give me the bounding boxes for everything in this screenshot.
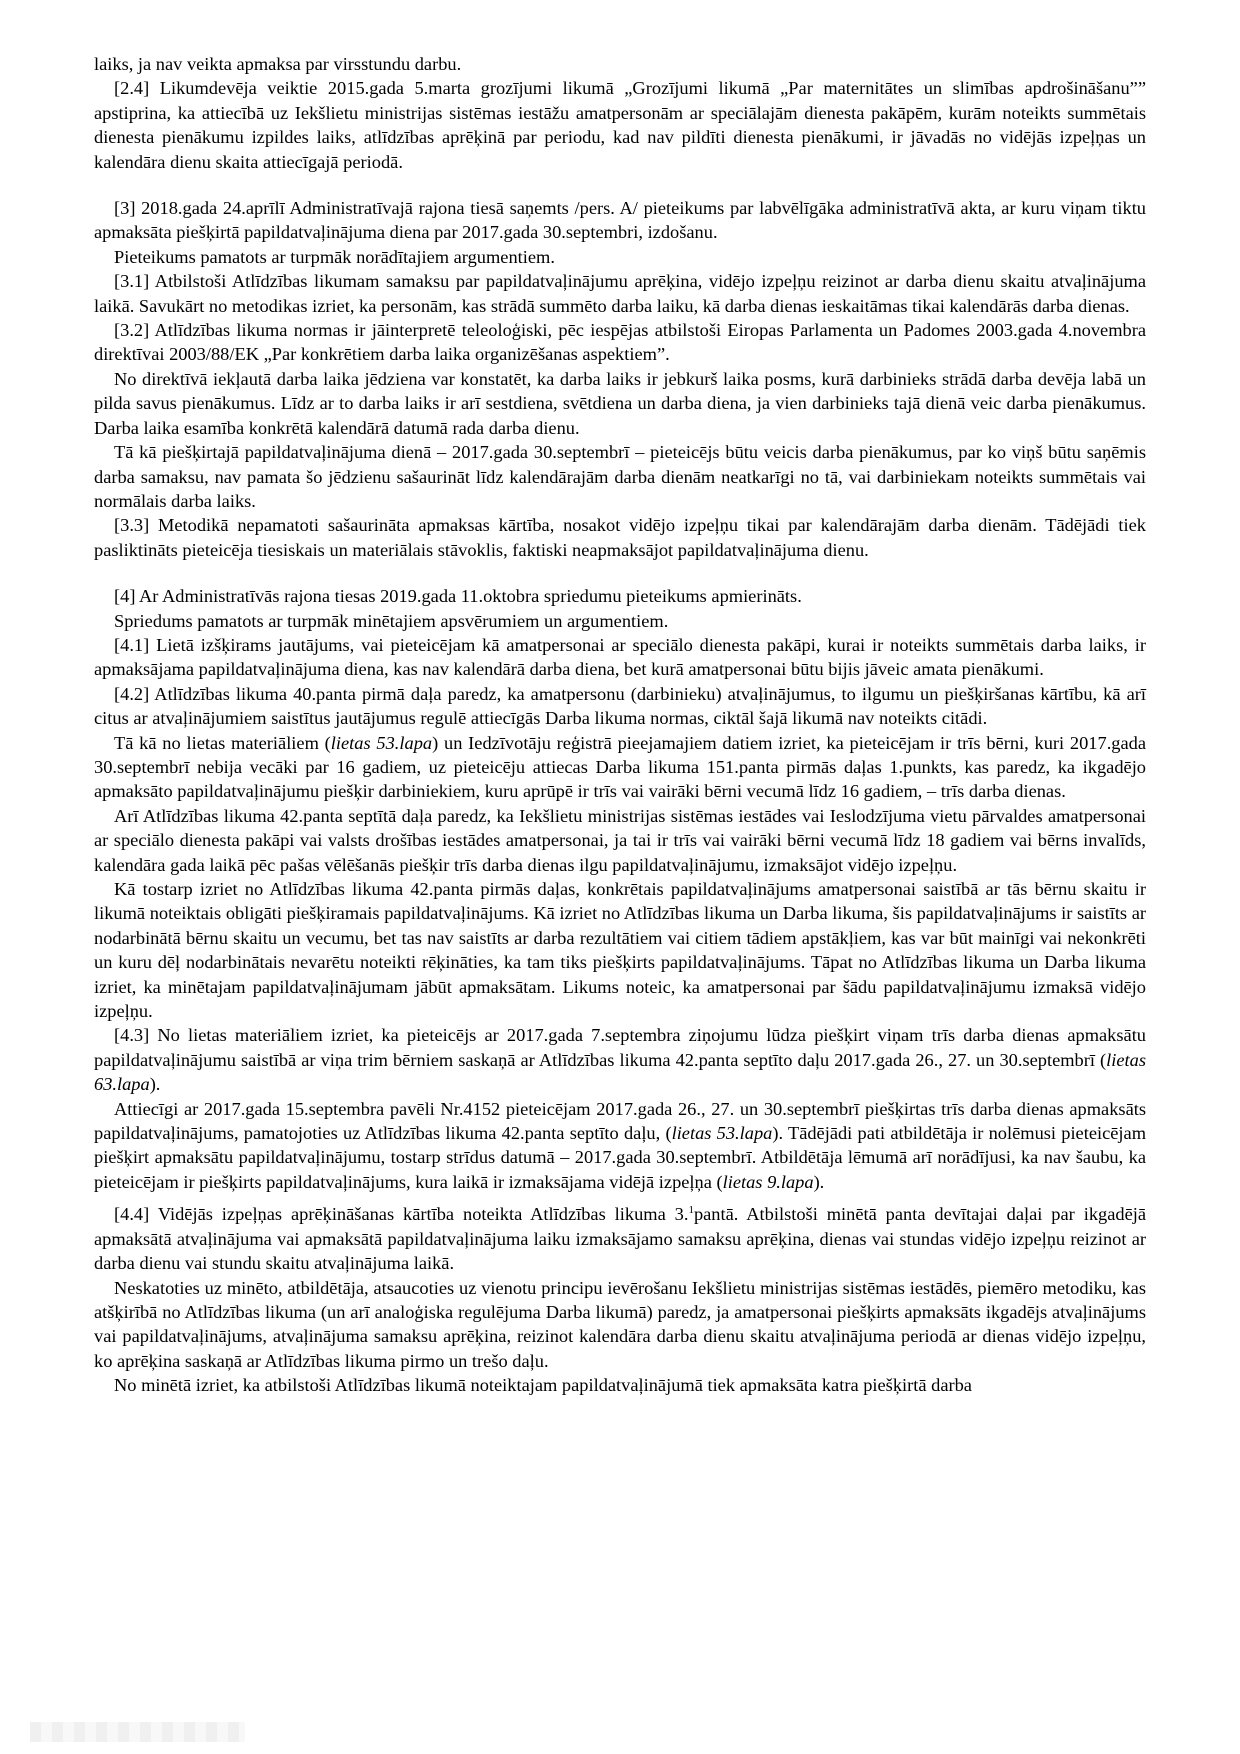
text-run: Tā kā no lietas materiāliem ( (114, 732, 331, 753)
paragraph-4: [4] Ar Administratīvās rajona tiesas 2019.gada 11.oktobra spriedumu pieteikums apmierināts. (114, 586, 802, 607)
case-reference: lietas 53.lapa (330, 732, 433, 753)
paragraph-3-intro: Pieteikums pamatots ar turpmāk norādītajiem argumentiem. (114, 246, 555, 267)
text-run: ) un Iedzīvotāju reģistrā pieejamajiem datiem izriet, ka pieteicējam ir trīs bērni, kuri 2017.gada 30.septembrī nebija vecāki par 16 gadiem, uz pieteicēju attiecas Darba likuma 151.panta pirmās daļas 1.punkts, kas paredz, ka ikgadējo apmaksāto papildatvaļinājumu piešķir darbiniekiem, kuru aprūpē ir trīs vai vairāki bērni vecumā līdz 16 gadiem, – trīs darba dienas. (94, 732, 1147, 802)
paragraph-3-2: [3.2] Atlīdzības likuma normas ir jāinterpretē teleoloģiski, pēc iespējas atbilstoši Eiropas Parlamenta un Padomes 2003.gada 4.novembra direktīvai 2003/88/EK „Par konkrētiem darba laika organizēšanas aspektiem”. (94, 320, 1146, 365)
paragraph-continuation: laiks, ja nav veikta apmaksa par virsstundu darbu. (94, 54, 462, 74)
paragraph-4-3-order (94, 1097, 1146, 1195)
paragraph-4-2-mandatory: Kā tostarp izriet no Atlīdzības likuma 42.panta pirmās daļas, konkrētais papildatvaļinājums amatpersonai saistībā ar tās bērnu skaitu ir likumā noteiktais obligāti piešķiramais papildatvaļinājums. Kā izriet no Atlīdzības likuma un Darba likuma, šis papildatvaļinājums ir saistīts ar nodarbinātā bērnu skaitu un vecumu, bet tas nav saistīts ar darba rezultātiem vai citiem tādiem apstākļiem, kas var būt mainīgi vai nekonkrēti un kuru dēļ nodarbinātais nevarētu noteikti rēķināties, ka tam tiks piešķirts papildatvaļinājums. Tāpat no Atlīdzības likuma un Darba likuma izriet, ka minētajam papildatvaļinājumam jābūt apmaksātam. Likums noteic, ka amatpersonai par šādu papildatvaļinājumu izmaksā vidējo izpeļņu. (94, 879, 1146, 1022)
paragraph-3: [3] 2018.gada 24.aprīlī Administratīvajā rajona tiesā saņemts /pers. A/ pieteikums par labvēlīgāka administratīvā akta, ar kuru viņam tiktu apmaksāta piešķirtā papildatvaļinājuma diena par 2017.gada 30.septembri, izdošanu. (94, 198, 1146, 243)
paragraph-4-1: [4.1] Lietā izšķirams jautājums, vai pieteicējam kā amatpersonai ar speciālo dienesta pakāpi, kurai ir noteikts summētais darba laiks, ir apmaksājama papildatvaļinājuma diena, kas nav kalendārā darba diena, bet kurā amatpersonai būtu bijis jāveic amata pienākumi. (94, 634, 1146, 680)
paragraph-3-3: [3.3] Metodikā nepamatoti sašaurināta apmaksas kārtība, nosakot vidējo izpeļņu tikai par kalendārajām darba dienām. Tādējādi tiek pasliktināts pieteicēja tiesiskais un materiālais stāvoklis, faktiski neapmaksājot papildatvaļinājuma dienu. (94, 515, 1146, 560)
paragraph-4-2-article-42: Arī Atlīdzības likuma 42.panta septītā daļa paredz, ka Iekšlietu ministrijas sistēmas iestādes vai Ieslodzījuma vietu pārvaldes amatpersonai ar speciālo dienesta pakāpi vai valsts drošības iestādes amatpersonai, ja tai ir trīs vai vairāki bērni vecumā līdz 18 gadiem vai bērns invalīds, kalendāra gada laikā pēc pašas vēlēšanās piešķir trīs darba dienas ilgu papildatvaļinājumu, izmaksājot vidējo izpeļņu. (94, 805, 1146, 875)
text-run: ). (813, 1171, 825, 1192)
redacted-footer (30, 1722, 245, 1742)
superscript: 1 (688, 1204, 694, 1217)
document-page (94, 52, 1146, 1398)
paragraph-4-2-children (94, 731, 1146, 804)
paragraph-3-2-directive: No direktīvā iekļautā darba laika jēdziena var konstatēt, ka darba laiks ir jebkurš laika posms, kurā darbinieks strādā darba devēja labā un pilda savus pienākumus. Līdz ar to darba laiks ir arī sestdiena, svētdiena un darba diena, ja vien darbinieks tajā dienā veic darba pienākumus. Darba laika esamība konkrētā kalendārā datumā rada darba dienu. (94, 368, 1146, 438)
case-reference: lietas 53.lapa (671, 1123, 773, 1144)
case-reference: lietas 9.lapa (722, 1171, 814, 1192)
text-run: [4.3] No lietas materiāliem izriet, ka pieteicējs ar 2017.gada 7.septembra ziņojumu lūdza piešķirt viņam trīs darba dienas apmaksātu papildatvaļinājumu saistībā ar viņa trim bērniem saskaņā ar Atlīdzības likuma 42.panta septīto daļu 2017.gada 26., 27. un 30.septembrī ( (94, 1025, 1146, 1070)
paragraph-2-4: [2.4] Likumdevēja veiktie 2015.gada 5.marta grozījumi likumā „Grozījumi likumā „Par maternitātes un slimības apdrošināšanu”” apstiprina, ka attiecībā uz Iekšlietu ministrijas sistēmas iestāžu amatpersonām ar speciālajām dienesta pakāpēm, kurām noteikts summētais dienesta pienākumu izpildes laiks, atlīdzības aprēķinā par periodu, kad nav pildīti dienesta pienākumi, ir jāvadās no vidējās izpeļņas un kalendāra dienu skaita attiecīgajā periodā. (94, 78, 1146, 172)
paragraph-3-2-conclusion: Tā kā piešķirtajā papildatvaļinājuma dienā – 2017.gada 30.septembrī – pieteicējs būtu veicis darba pienākumus, par ko viņš būtu saņēmis darba samaksu, nav pamata šo jēdzienu sašaurināt līdz kalendārajām darba dienām neatkarīgi no tā, vai darbiniekam noteikts summētais vai normālais darba laiks. (94, 442, 1146, 511)
text-run: pantā. Atbilstoši minētā panta devītajai daļai par ikgadējā apmaksātā atvaļinājuma vai apmaksātā papildatvaļinājuma laiku izmaksājamo samaksu aprēķina, dienas vai stundas vidējo izpeļņu reizinot ar darba dienu vai stundu skaitu atvaļinājuma laikā. (94, 1204, 1147, 1274)
paragraph-4-4 (94, 1202, 1146, 1275)
paragraph-4-3 (94, 1023, 1146, 1096)
paragraph-4-intro: Spriedums pamatots ar turpmāk minētajiem apsvērumiem un argumentiem. (114, 610, 669, 631)
paragraph-4-2: [4.2] Atlīdzības likuma 40.panta pirmā daļa paredz, ka amatpersonu (darbinieku) atvaļinājumus, to ilgumu un piešķiršanas kārtību, kā arī citus ar atvaļinājumiem saistītus jautājumus regulē attiecīgās Darba likuma normas, ciktāl šajā likumā nav noteikts citādi. (94, 683, 1146, 729)
text-run: ). (149, 1074, 161, 1095)
paragraph-4-4-conclusion: No minētā izriet, ka atbilstoši Atlīdzības likumā noteiktajam papildatvaļinājumā tiek apmaksāta katra piešķirtā darba (114, 1375, 972, 1396)
paragraph-4-4-methodology: Neskatoties uz minēto, atbildētāja, atsaucoties uz vienotu principu ievērošanu Iekšlietu ministrijas sistēmas iestādēs, piemēro metodiku, kas atšķirībā no Atlīdzības likuma (un arī analoģiska regulējuma Darba likumā) paredz, ja amatpersonai piešķirts apmaksāts ikgadējs atvaļinājums vai papildatvaļinājums, atvaļinājuma samaksu aprēķina, reizinot kalendāra darba dienu skaitu atvaļinājuma periodā ar dienas vidējo izpeļņu, ko aprēķina saskaņā ar Atlīdzības likuma pirmo un trešo daļu. (94, 1277, 1146, 1371)
case-reference: lietas 63.lapa (94, 1049, 1146, 1095)
paragraph-3-1: [3.1] Atbilstoši Atlīdzības likumam samaksu par papildatvaļinājumu aprēķina, vidējo izpeļņu reizinot ar darba dienu skaitu atvaļinājuma laikā. Savukārt no metodikas izriet, ka personām, kas strādā summēto darba laiku, kā darba dienas ieskaitāmas tikai kalendārās darba dienas. (94, 271, 1146, 316)
text-run: [4.4] Vidējās izpeļņas aprēķināšanas kārtība noteikta Atlīdzības likuma 3. (114, 1204, 689, 1225)
text-run: ). Tādējādi pati atbildētāja ir nolēmusi pieteicējam piešķirt apmaksātu papildatvaļinājumu, tostarp strīdus datumā – 2017.gada 30.septembrī. Atbildētāja lēmumā arī norādījusi, ka nav šaubu, ka pieteicējam ir piešķirts papildatvaļinājums, kura laikā ir izmaksājama vidējā izpeļņa ( (94, 1123, 1147, 1192)
text-run: Attiecīgi ar 2017.gada 15.septembra pavēli Nr.4152 pieteicējam 2017.gada 26., 27. un 30.septembrī piešķirtas trīs darba dienas apmaksāts papildatvaļinājums, pamatojoties uz Atlīdzības likuma 42.panta septīto daļu, ( (94, 1098, 1146, 1144)
